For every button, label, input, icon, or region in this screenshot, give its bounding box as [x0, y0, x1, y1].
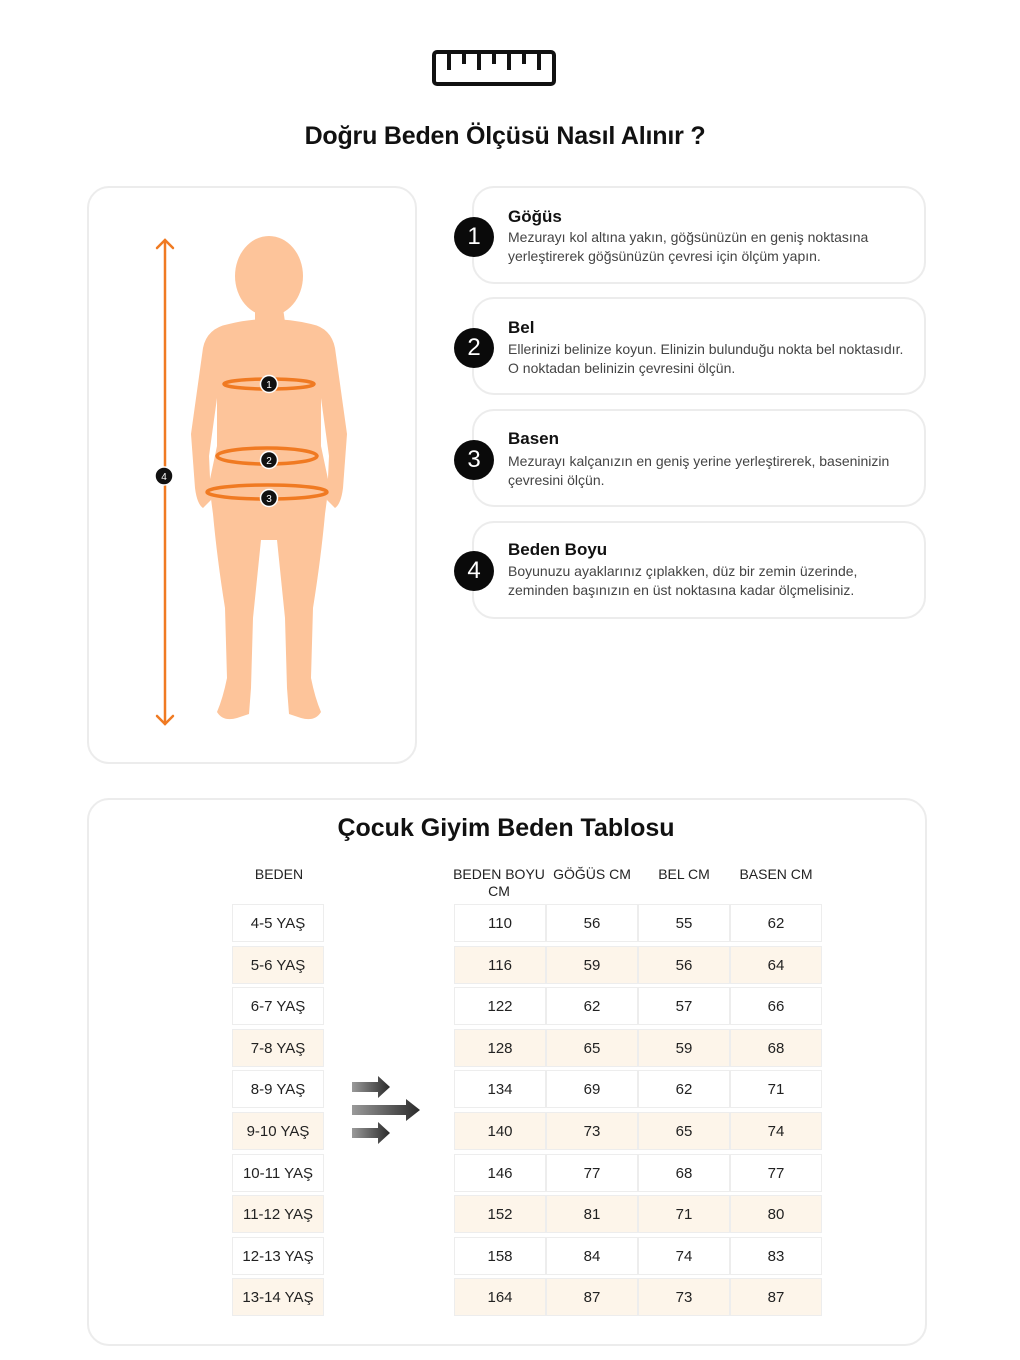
waist-cell: 59	[638, 1029, 730, 1067]
size-cell: 13-14 YAŞ	[232, 1278, 324, 1316]
body-diagram	[89, 188, 419, 766]
step-number-badge: 2	[454, 328, 494, 368]
child-silhouette	[191, 236, 347, 719]
hip-cell: 74	[730, 1112, 822, 1150]
column-header-chest: GÖĞÜS CM	[553, 866, 631, 882]
hip-cell: 66	[730, 987, 822, 1025]
step-number-badge: 3	[454, 440, 494, 480]
step-title: Göğüs	[508, 207, 562, 226]
size-cell: 7-8 YAŞ	[232, 1029, 324, 1067]
body-figure-card	[87, 186, 417, 764]
height-cell: 122	[454, 987, 546, 1025]
size-cell: 10-11 YAŞ	[232, 1154, 324, 1192]
arrows-icon	[348, 1074, 424, 1146]
size-cell: 8-9 YAŞ	[232, 1070, 324, 1108]
marker-2	[261, 452, 278, 469]
chest-cell: 65	[546, 1029, 638, 1067]
svg-text:1: 1	[266, 380, 272, 391]
hip-cell: 64	[730, 946, 822, 984]
step-number-badge: 4	[454, 551, 494, 591]
waist-cell: 74	[638, 1237, 730, 1275]
step-description: Ellerinizi belinize koyun. Elinizin bulunduğu nokta bel noktasıdır. O noktadan belinizin çevresini ölçün.	[508, 341, 904, 376]
svg-text:4: 4	[161, 472, 167, 483]
height-cell: 140	[454, 1112, 546, 1150]
waist-cell: 55	[638, 904, 730, 942]
waist-cell: 73	[638, 1278, 730, 1316]
waist-cell: 65	[638, 1112, 730, 1150]
step-title: Basen	[508, 429, 560, 448]
chest-cell: 59	[546, 946, 638, 984]
waist-cell: 68	[638, 1154, 730, 1192]
column-header-height: BEDEN BOYU CM	[453, 866, 545, 899]
height-cell: 158	[454, 1237, 546, 1275]
size-cell: 6-7 YAŞ	[232, 987, 324, 1025]
column-header-size: BEDEN	[254, 866, 304, 882]
hip-cell: 68	[730, 1029, 822, 1067]
waist-cell: 57	[638, 987, 730, 1025]
hip-cell: 62	[730, 904, 822, 942]
size-cell: 5-6 YAŞ	[232, 946, 324, 984]
hip-cell: 77	[730, 1154, 822, 1192]
marker-3	[261, 490, 278, 507]
hip-cell: 83	[730, 1237, 822, 1275]
column-header-hip: BASEN CM	[739, 866, 813, 882]
column-header-waist: BEL CM	[658, 866, 710, 882]
marker-1	[261, 376, 278, 393]
step-title: Beden Boyu	[508, 540, 608, 559]
height-cell: 128	[454, 1029, 546, 1067]
size-cell: 9-10 YAŞ	[232, 1112, 324, 1150]
svg-text:2: 2	[266, 456, 272, 467]
chest-cell: 69	[546, 1070, 638, 1108]
chest-cell: 56	[546, 904, 638, 942]
chest-cell: 87	[546, 1278, 638, 1316]
hip-cell: 71	[730, 1070, 822, 1108]
marker-4	[155, 467, 173, 485]
hip-cell: 87	[730, 1278, 822, 1316]
size-table-title: Çocuk Giyim Beden Tablosu	[337, 814, 675, 842]
size-cell: 4-5 YAŞ	[232, 904, 324, 942]
height-cell: 116	[454, 946, 546, 984]
chest-cell: 62	[546, 987, 638, 1025]
step-description: Boyunuzu ayaklarınız çıplakken, düz bir zemin üzerinde, zeminden başınızın en üst noktasına kadar ölçmelisiniz.	[508, 563, 858, 598]
waist-cell: 62	[638, 1070, 730, 1108]
height-cell: 146	[454, 1154, 546, 1192]
step-description: Mezurayı kalçanızın en geniş yerine yerleştirerek, baseninizin çevresini ölçün.	[508, 453, 890, 488]
hip-cell: 80	[730, 1195, 822, 1233]
height-cell: 152	[454, 1195, 546, 1233]
chest-cell: 84	[546, 1237, 638, 1275]
page-title: Doğru Beden Ölçüsü Nasıl Alınır ?	[304, 122, 706, 150]
chest-cell: 77	[546, 1154, 638, 1192]
step-title: Bel	[508, 318, 535, 337]
step-number-badge: 1	[454, 217, 494, 257]
size-cell: 11-12 YAŞ	[232, 1195, 324, 1233]
height-cell: 134	[454, 1070, 546, 1108]
height-cell: 110	[454, 904, 546, 942]
svg-text:3: 3	[266, 494, 272, 505]
waist-cell: 71	[638, 1195, 730, 1233]
step-description: Mezurayı kol altına yakın, göğsünüzün en geniş noktasına yerleştirerek göğsünüzün çevresi için ölçüm yapın.	[508, 229, 869, 264]
height-cell: 164	[454, 1278, 546, 1316]
waist-cell: 56	[638, 946, 730, 984]
size-cell: 12-13 YAŞ	[232, 1237, 324, 1275]
chest-cell: 73	[546, 1112, 638, 1150]
ruler-icon	[432, 50, 556, 86]
chest-cell: 81	[546, 1195, 638, 1233]
